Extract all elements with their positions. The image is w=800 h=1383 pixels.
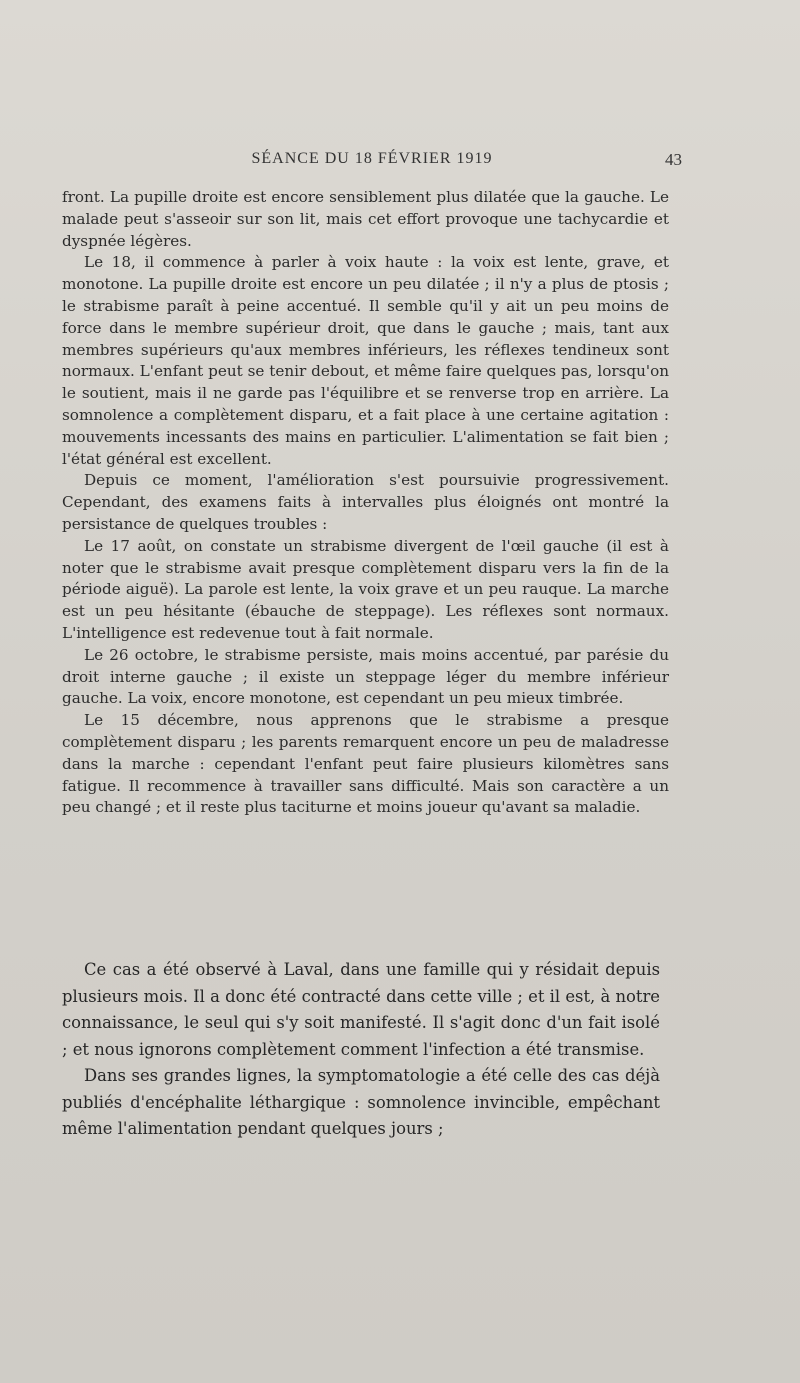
case-notes-section (62, 187, 669, 819)
paragraph: front. La pupille droite est encore sensiblement plus dilatée que la gauche. Le malade peut s'asseoir sur son lit, mais cet effort provoque une tachycardie et dyspnée légères. (62, 188, 669, 250)
paragraph: Le 15 décembre, nous apprenons que le strabisme a presque complètement disparu ; les parents remarquent encore un peu de maladresse dans la marche : cependant l'enfant peut faire plusieurs kilomètres sans fatigue. Il recommence à travailler sans difficulté. Mais son caractère a un peu changé ; et il reste plus taciturne et moins joueur qu'avant sa maladie. (62, 711, 669, 817)
page-number: 43 (665, 150, 682, 169)
paragraph: Le 18, il commence à parler à voix haute : la voix est lente, grave, et monotone. La pupille droite est encore un peu dilatée ; il n'y a plus de ptosis ; le strabisme paraît à peine accentué. Il semble qu'il y ait un peu moins de force dans le membre supérieur droit, que dans le gauche ; mais, tant aux membres supérieurs qu'aux membres inférieurs, les réflexes tendineux sont normaux. L'enfant peut se tenir debout, et même faire quelques pas, lorsqu'on le soutient, mais il ne garde pas l'équilibre et se renverse trop en arrière. La somnolence a complètement disparu, et a fait place à une certaine agitation : mouvements incessants des mains en particulier. L'alimentation se fait bien ; l'état général est excellent. (62, 253, 669, 468)
paragraph: Ce cas a été observé à Laval, dans une famille qui y résidait depuis plusieurs mois. Il a donc été contracté dans cette ville ; et il est, à notre connaissance, le seul qui s'y soit manifesté. Il s'agit donc d'un fait isolé ; et nous ignorons complètement comment l'infection a été transmise. (62, 960, 660, 1059)
paragraph: Depuis ce moment, l'amélioration s'est poursuivie progressivement. Cependant, des examens faits à intervalles plus éloignés ont montré la persistance de quelques troubles : (62, 471, 669, 533)
paragraph: Le 17 août, on constate un strabisme divergent de l'œil gauche (il est à noter que le strabisme avait presque complètement disparu vers la fin de la période aiguë). La parole est lente, la voix grave et un peu rauque. La marche est un peu hésitante (ébauche de steppage). Les réflexes sont normaux. L'intelligence est redevenue tout à fait normale. (62, 536, 669, 642)
paragraph: Dans ses grandes lignes, la symptomatologie a été celle des cas déjà publiés d'encéphalite léthargique : somnolence invincible, empêchant même l'alimentation pendant quelques jours ; (62, 1066, 660, 1138)
running-title: SÉANCE DU 18 FÉVRIER 1919 (251, 150, 493, 167)
discussion-section (62, 957, 660, 1143)
paragraph: Le 26 octobre, le strabisme persiste, mais moins accentué, par parésie du droit interne gauche ; il existe un steppage léger du membre inférieur gauche. La voix, encore monotone, est cependant un peu mieux timbrée. (62, 645, 669, 708)
running-header (62, 150, 682, 176)
